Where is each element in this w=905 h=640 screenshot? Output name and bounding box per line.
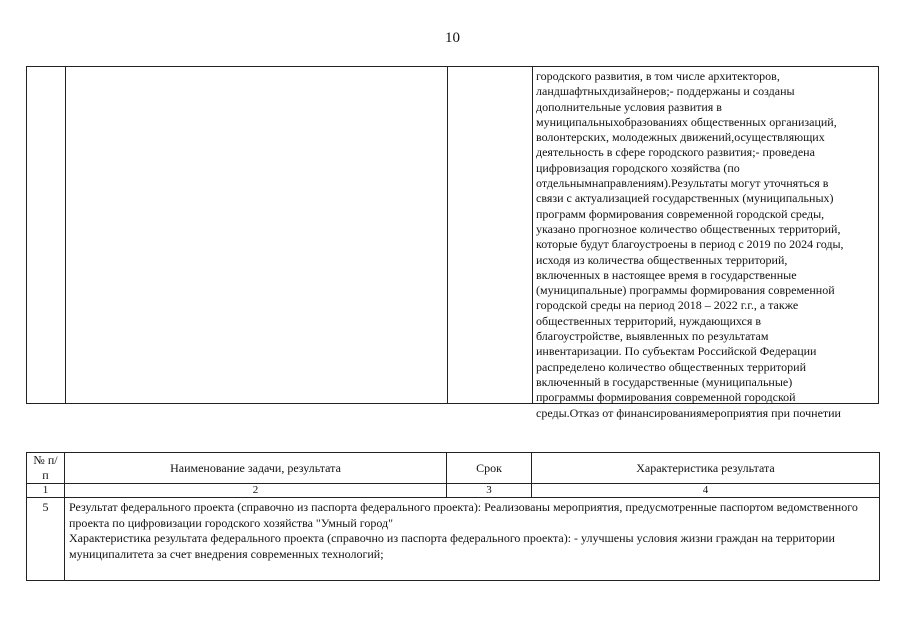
- column-number: 4: [532, 484, 880, 498]
- header-task-name: Наименование задачи, результата: [65, 453, 447, 484]
- federal-project-result: Результат федерального проекта (справочно из паспорта федерального проекта): Реализованы мероприятия, предусмотренные паспортом ведомственного проекта по цифровизации городского хозяйства "Умный город": [69, 500, 858, 530]
- header-result-characteristic: Характеристика результата: [532, 453, 880, 484]
- results-table: [26, 452, 880, 581]
- header-number: № п/п: [27, 453, 65, 484]
- continuation-table: [26, 66, 879, 420]
- column-divider: [532, 67, 533, 403]
- page-number: 10: [445, 30, 460, 46]
- column-divider: [447, 67, 448, 403]
- table-row: [27, 498, 880, 581]
- column-number: 2: [65, 484, 447, 498]
- column-number-row: [27, 484, 880, 498]
- header-deadline: Срок: [447, 453, 532, 484]
- table-header-row: [27, 453, 880, 484]
- row-content: [65, 498, 880, 581]
- column-number: 3: [447, 484, 532, 498]
- column-divider: [65, 67, 66, 403]
- federal-project-characteristic: Характеристика результата федерального проекта (справочно из паспорта федерального проекта): - улучшены условия жизни граждан на территории муниципалитета за счет внедрения современных технологий;: [69, 531, 835, 561]
- result-characteristic-text: городского развития, в том числе архитекторов, ландшафтныхдизайнеров;- поддержаны и созданы дополнительные условия развития в муниципальныхобразованиях общественных организаций, волонтерских, молодежных движений,осуществляющих деятельность в сфере городского развития;- проведена цифровизация городского хозяйства (по отдельнымнаправлениям).Результаты могут уточняться в связи с актуализацией государственных (муниципальных) программ формирования современной городской среды, указано прогнозное количество общественных территорий, которые будут благоустроены в период с 2019 по 2024 годы, исходя из количества общественных территорий, включенных в настоящее время в государственные (муниципальные) программы формирования современной городской среды на период 2018 – 2022 г.г., а также общественных территорий, нуждающихся в благоустройстве, выявленных по результатам инвентаризации. По субъектам Российской Федерации распределено количество общественных территорий включенный в государственные (муниципальные) программы формирования современной городской среды.Отказ от финансированиямероприятия при почнетии: [536, 69, 844, 420]
- row-number: 5: [27, 498, 65, 581]
- column-number: 1: [27, 484, 65, 498]
